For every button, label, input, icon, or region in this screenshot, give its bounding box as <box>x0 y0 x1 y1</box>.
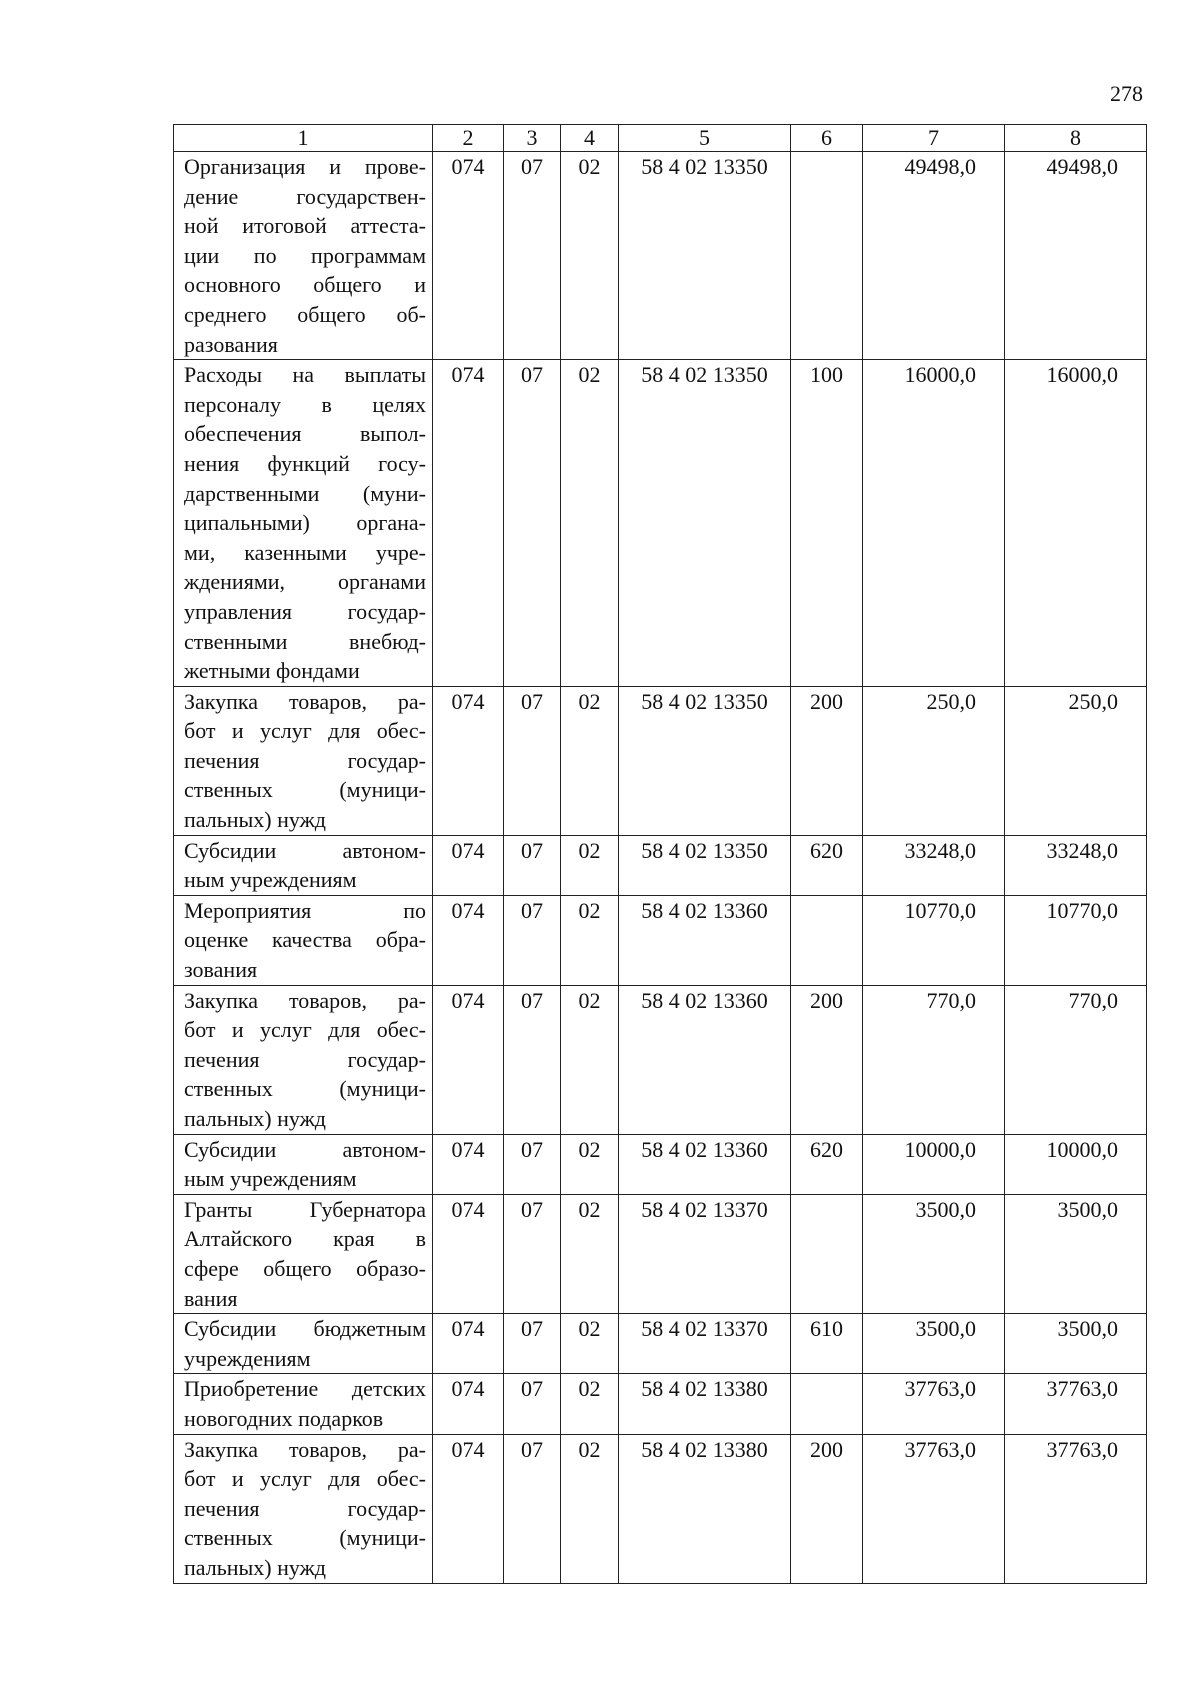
table-row <box>174 1314 1147 1374</box>
expense-type-cell <box>791 895 863 985</box>
table-row <box>174 1434 1147 1583</box>
amount-year2-cell: 10770,0 <box>1005 895 1147 985</box>
expense-type-cell: 610 <box>791 1314 863 1374</box>
column-header: 7 <box>863 125 1005 152</box>
subsection-code-cell: 02 <box>561 360 619 687</box>
subsection-code-cell: 02 <box>561 985 619 1134</box>
row-name-line: Субсидии автоном- <box>184 1136 426 1162</box>
subsection-code-cell: 02 <box>561 835 619 895</box>
row-name-line: Алтайского края в <box>184 1226 426 1252</box>
amount-year2-cell: 49498,0 <box>1005 152 1147 360</box>
expense-type-cell <box>791 1194 863 1313</box>
row-name-line: ным учреждениям <box>184 867 357 893</box>
amount-year2-cell: 16000,0 <box>1005 360 1147 687</box>
amount-year2-cell: 3500,0 <box>1005 1194 1147 1313</box>
target-article-cell: 58 4 02 13360 <box>619 1134 791 1194</box>
column-header: 5 <box>619 125 791 152</box>
row-name-line: печения государ- <box>184 1495 426 1521</box>
amount-year2-cell: 10000,0 <box>1005 1134 1147 1194</box>
subsection-code-cell: 02 <box>561 1374 619 1434</box>
row-name-line: оценке качества обра- <box>184 927 426 953</box>
subsection-code-cell: 02 <box>561 1194 619 1313</box>
row-name-cell <box>174 686 433 835</box>
amount-year1-cell: 250,0 <box>863 686 1005 835</box>
table-row <box>174 686 1147 835</box>
row-name-line: нения функций госу- <box>184 450 426 476</box>
table-row <box>174 152 1147 360</box>
row-name-line: Закупка товаров, ра- <box>184 987 426 1013</box>
row-name-line: печения государ- <box>184 1046 426 1072</box>
amount-year2-cell: 770,0 <box>1005 985 1147 1134</box>
target-article-cell: 58 4 02 13370 <box>619 1194 791 1313</box>
column-header: 2 <box>433 125 504 152</box>
expense-type-cell: 620 <box>791 835 863 895</box>
ministry-code-cell: 074 <box>433 686 504 835</box>
row-name-cell <box>174 835 433 895</box>
row-name-cell <box>174 895 433 985</box>
column-header: 4 <box>561 125 619 152</box>
row-name-line: Расходы на выплаты <box>184 362 426 388</box>
ministry-code-cell: 074 <box>433 360 504 687</box>
row-name-line: дарственными (муни- <box>184 480 426 506</box>
table-row <box>174 985 1147 1134</box>
target-article-cell: 58 4 02 13380 <box>619 1374 791 1434</box>
expense-type-cell: 200 <box>791 686 863 835</box>
column-header: 3 <box>504 125 561 152</box>
table-row <box>174 835 1147 895</box>
section-code-cell: 07 <box>504 1134 561 1194</box>
row-name-line: Закупка товаров, ра- <box>184 688 426 714</box>
table-header-row <box>174 125 1147 152</box>
row-name-line: ным учреждениям <box>184 1166 357 1192</box>
row-name-line: управления государ- <box>184 598 426 624</box>
row-name-cell <box>174 1434 433 1583</box>
column-header: 8 <box>1005 125 1147 152</box>
amount-year1-cell: 3500,0 <box>863 1314 1005 1374</box>
budget-table <box>173 124 1147 1584</box>
row-name-line: пальных) нужд <box>184 1106 327 1131</box>
section-code-cell: 07 <box>504 1374 561 1434</box>
ministry-code-cell: 074 <box>433 1194 504 1313</box>
amount-year1-cell: 33248,0 <box>863 835 1005 895</box>
row-name-line: Субсидии автоном- <box>184 837 426 863</box>
row-name-line: зования <box>184 957 258 983</box>
row-name-line: бот и услуг для обес- <box>184 1466 426 1492</box>
target-article-cell: 58 4 02 13380 <box>619 1434 791 1583</box>
section-code-cell: 07 <box>504 835 561 895</box>
table-row <box>174 360 1147 687</box>
ministry-code-cell: 074 <box>433 1314 504 1374</box>
amount-year2-cell: 37763,0 <box>1005 1434 1147 1583</box>
section-code-cell: 07 <box>504 1194 561 1313</box>
row-name-line: ждениями, органами <box>184 569 426 595</box>
amount-year2-cell: 37763,0 <box>1005 1374 1147 1434</box>
row-name-line: пальных) нужд <box>184 1554 327 1580</box>
row-name-line: ственных (муници- <box>184 1076 426 1102</box>
expense-type-cell <box>791 152 863 360</box>
amount-year2-cell: 250,0 <box>1005 686 1147 835</box>
subsection-code-cell: 02 <box>561 1134 619 1194</box>
amount-year1-cell: 10770,0 <box>863 895 1005 985</box>
section-code-cell: 07 <box>504 686 561 835</box>
row-name-line: Приобретение детских <box>184 1376 426 1402</box>
row-name-line: печения государ- <box>184 747 426 773</box>
row-name-cell <box>174 1194 433 1313</box>
row-name-line: ственных (муници- <box>184 1525 426 1551</box>
amount-year1-cell: 3500,0 <box>863 1194 1005 1313</box>
amount-year1-cell: 770,0 <box>863 985 1005 1134</box>
row-name-cell <box>174 360 433 687</box>
row-name-line: вания <box>184 1285 238 1311</box>
amount-year2-cell: 33248,0 <box>1005 835 1147 895</box>
ministry-code-cell: 074 <box>433 1374 504 1434</box>
section-code-cell: 07 <box>504 985 561 1134</box>
expense-type-cell: 200 <box>791 985 863 1134</box>
row-name-line: дение государствен- <box>184 183 426 209</box>
ministry-code-cell: 074 <box>433 1134 504 1194</box>
subsection-code-cell: 02 <box>561 686 619 835</box>
target-article-cell: 58 4 02 13360 <box>619 895 791 985</box>
table-row <box>174 895 1147 985</box>
ministry-code-cell: 074 <box>433 835 504 895</box>
row-name-line: Субсидии бюджетным <box>184 1316 426 1342</box>
row-name-line: бот и услуг для обес- <box>184 1017 426 1043</box>
row-name-line: жетными фондами <box>184 658 360 684</box>
target-article-cell: 58 4 02 13350 <box>619 835 791 895</box>
row-name-line: пальных) нужд <box>184 807 327 833</box>
ministry-code-cell: 074 <box>433 1434 504 1583</box>
row-name-line: ственных (муници- <box>184 777 426 803</box>
page-number: 278 <box>1110 81 1143 106</box>
section-code-cell: 07 <box>504 152 561 360</box>
row-name-cell <box>174 1314 433 1374</box>
column-header: 6 <box>791 125 863 152</box>
row-name-line: Гранты Губернатора <box>184 1196 426 1222</box>
expense-type-cell: 620 <box>791 1134 863 1194</box>
row-name-line: новогодних подарков <box>184 1405 384 1431</box>
amount-year1-cell: 37763,0 <box>863 1374 1005 1434</box>
section-code-cell: 07 <box>504 1434 561 1583</box>
expense-type-cell: 100 <box>791 360 863 687</box>
table-row <box>174 1374 1147 1434</box>
row-name-line: Закупка товаров, ра- <box>184 1436 426 1462</box>
subsection-code-cell: 02 <box>561 1434 619 1583</box>
row-name-line: основного общего и <box>184 272 426 298</box>
section-code-cell: 07 <box>504 360 561 687</box>
amount-year1-cell: 10000,0 <box>863 1134 1005 1194</box>
table-row <box>174 1194 1147 1313</box>
row-name-line: Организация и прове- <box>184 154 426 179</box>
target-article-cell: 58 4 02 13360 <box>619 985 791 1134</box>
amount-year1-cell: 49498,0 <box>863 152 1005 360</box>
row-name-line: ции по программам <box>184 242 426 268</box>
row-name-line: бот и услуг для обес- <box>184 718 426 744</box>
row-name-line: обеспечения выпол- <box>184 421 426 447</box>
table-body <box>174 152 1147 1584</box>
amount-year1-cell: 16000,0 <box>863 360 1005 687</box>
table-row <box>174 1134 1147 1194</box>
row-name-cell <box>174 1374 433 1434</box>
target-article-cell: 58 4 02 13370 <box>619 1314 791 1374</box>
row-name-line: ной итоговой аттеста- <box>184 213 426 239</box>
target-article-cell: 58 4 02 13350 <box>619 152 791 360</box>
row-name-cell <box>174 152 433 360</box>
section-code-cell: 07 <box>504 1314 561 1374</box>
row-name-line: ципальными) органа- <box>184 510 426 536</box>
ministry-code-cell: 074 <box>433 152 504 360</box>
row-name-cell <box>174 1134 433 1194</box>
amount-year1-cell: 37763,0 <box>863 1434 1005 1583</box>
ministry-code-cell: 074 <box>433 895 504 985</box>
subsection-code-cell: 02 <box>561 152 619 360</box>
expense-type-cell: 200 <box>791 1434 863 1583</box>
amount-year2-cell: 3500,0 <box>1005 1314 1147 1374</box>
row-name-line: ми, казенными учре- <box>184 539 426 565</box>
section-code-cell: 07 <box>504 895 561 985</box>
subsection-code-cell: 02 <box>561 1314 619 1374</box>
row-name-line: ственными внебюд- <box>184 628 426 654</box>
expense-type-cell <box>791 1374 863 1434</box>
ministry-code-cell: 074 <box>433 985 504 1134</box>
row-name-cell <box>174 985 433 1134</box>
subsection-code-cell: 02 <box>561 895 619 985</box>
target-article-cell: 58 4 02 13350 <box>619 360 791 687</box>
row-name-line: персоналу в целях <box>184 391 426 417</box>
row-name-line: Мероприятия по <box>184 897 426 923</box>
row-name-line: среднего общего об- <box>184 301 426 327</box>
row-name-line: учреждениям <box>184 1345 311 1371</box>
row-name-line: разования <box>184 331 278 357</box>
column-header: 1 <box>174 125 433 152</box>
target-article-cell: 58 4 02 13350 <box>619 686 791 835</box>
row-name-line: сфере общего образо- <box>184 1255 426 1281</box>
